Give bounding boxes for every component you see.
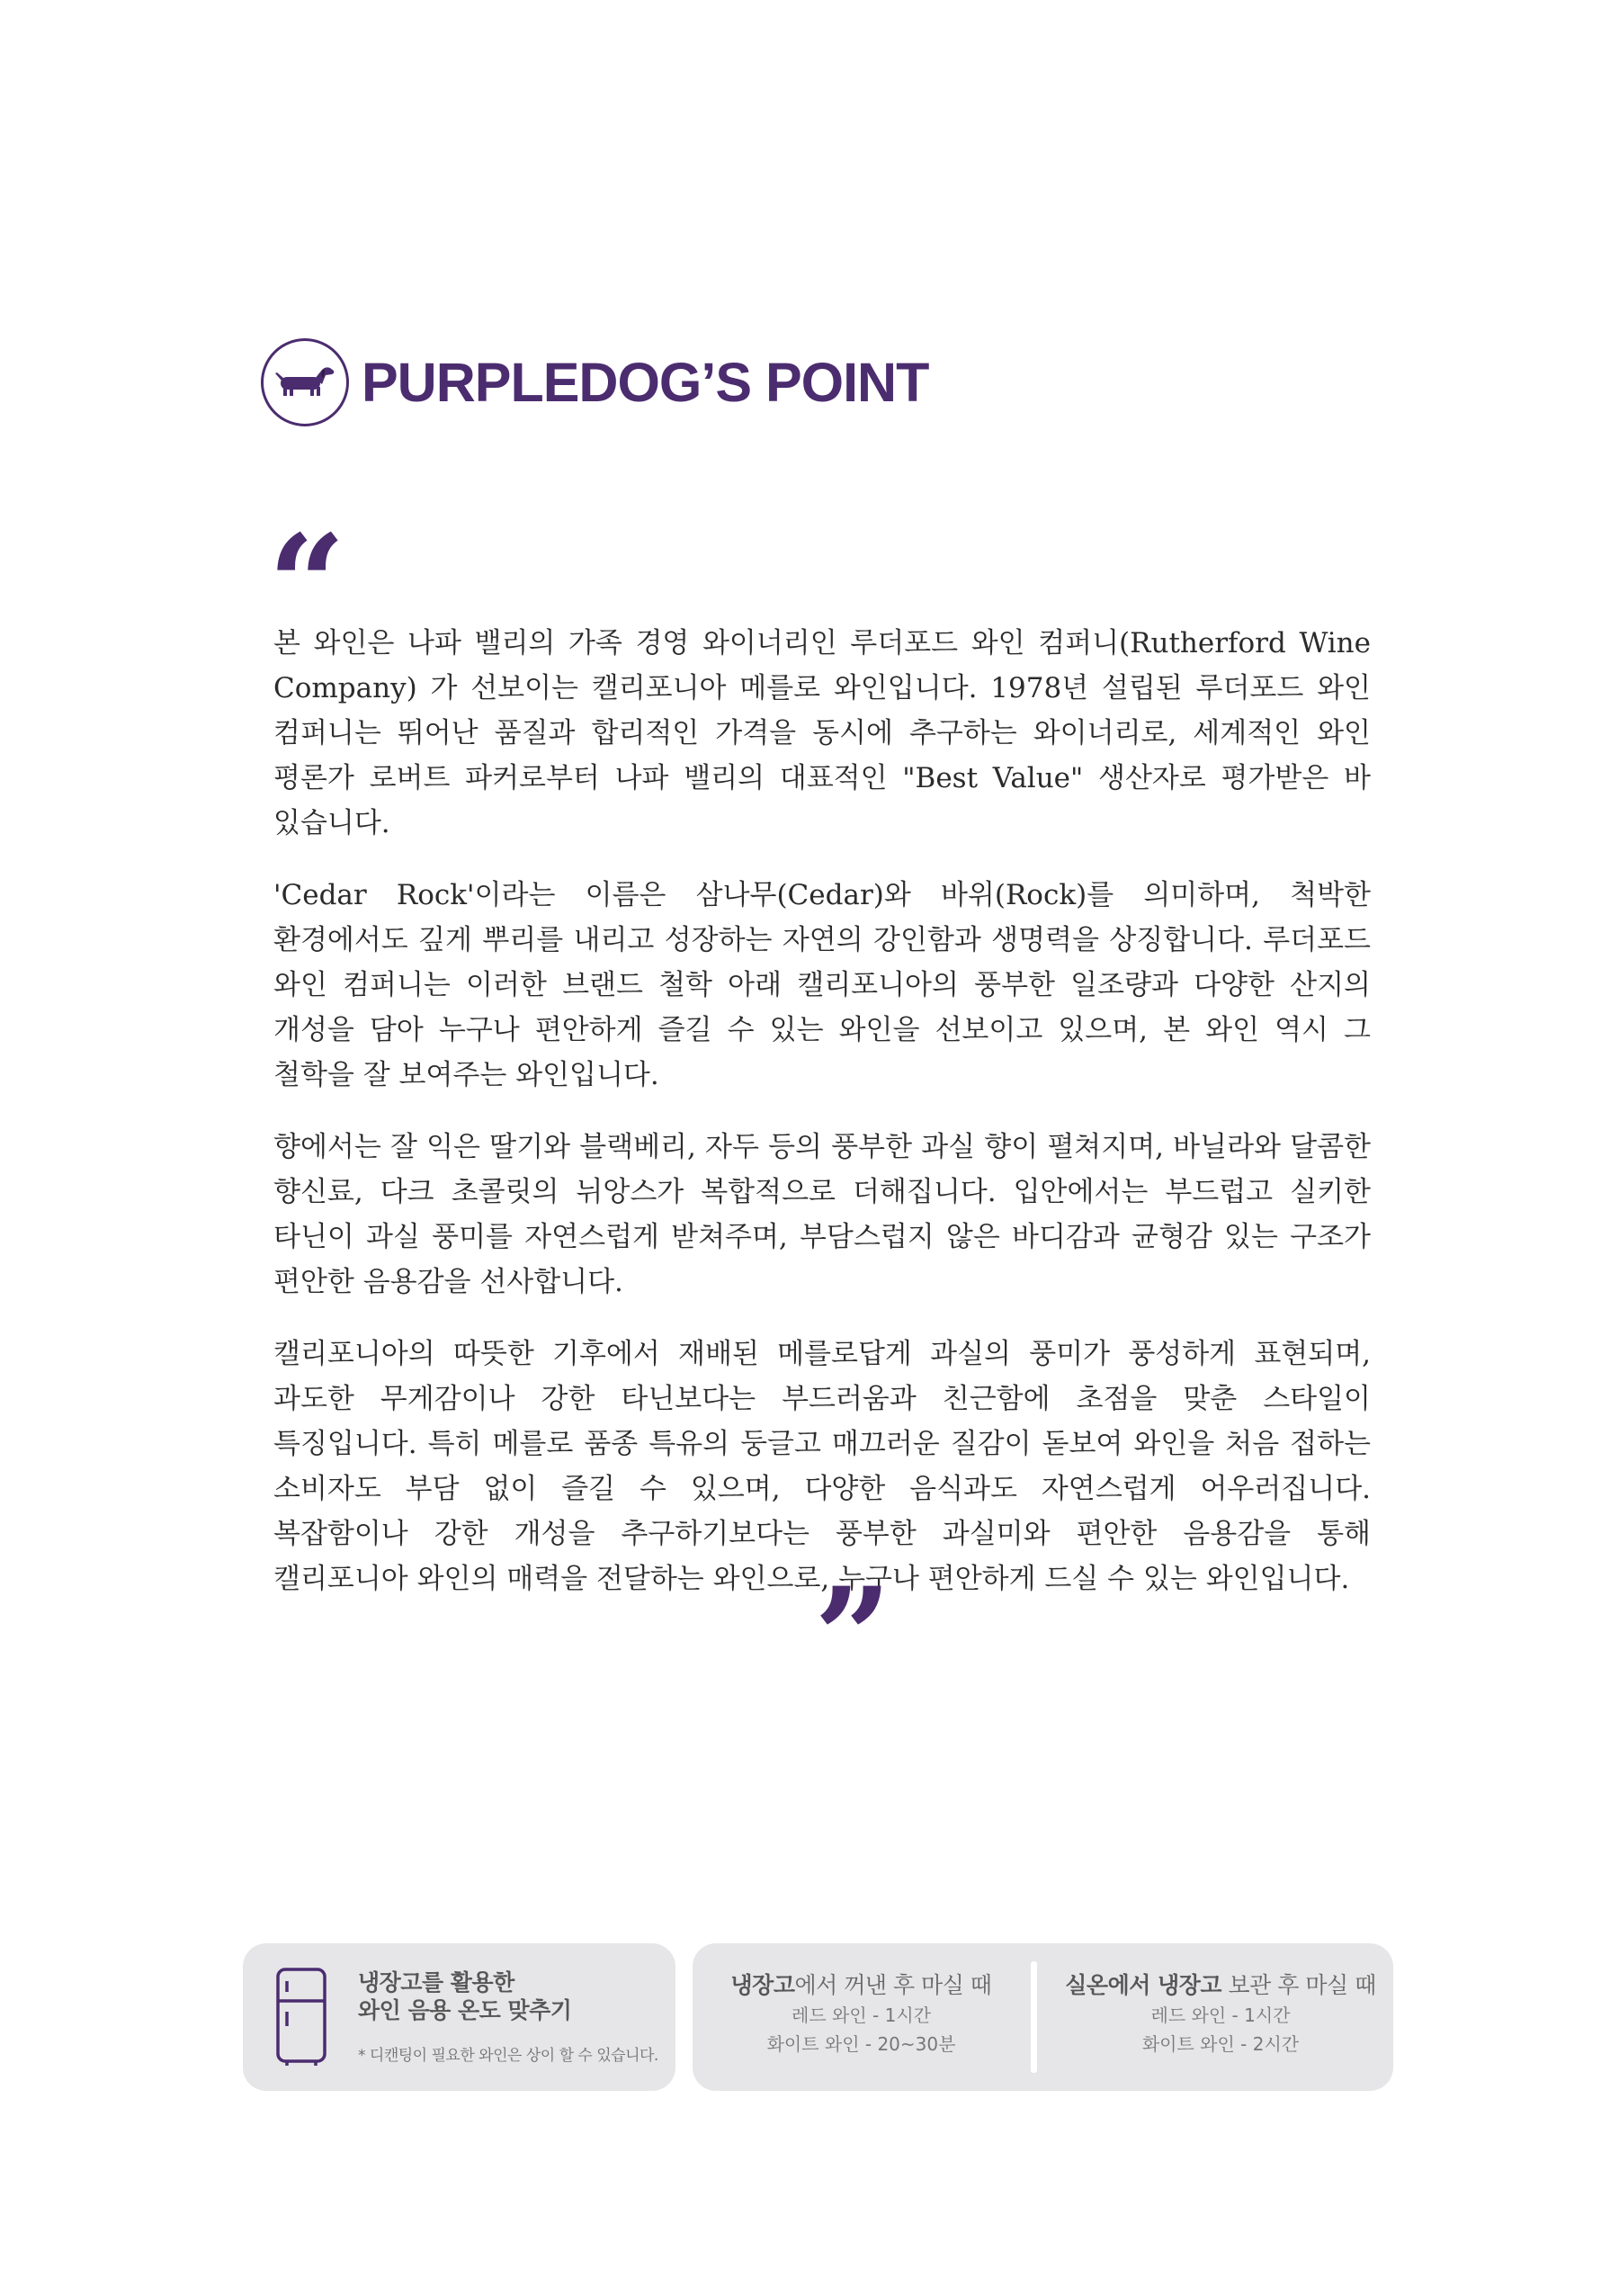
paragraph-winery: 본 와인은 나파 밸리의 가족 경영 와이너리인 루더포드 와인 컴퍼니(Rutherford Wine Company) 가 선보이는 캘리포니아 메를로 와인입니다. 1978년 설립된 루더포드 와인 컴퍼니는 뛰어난 품질과 합리적인 가격을 동시에 추구하는 와이너리로, 세계적인 와인 평론가 로버트 파커로부터 나파 밸리의 대표적인 "Best Value" 생산자로 평가받은 바 있습니다. [273, 627, 1371, 839]
close-quote-mark: ” [814, 1558, 892, 1717]
red-wine-time: 레드 와인 - 1시간 [792, 2005, 931, 2026]
open-quote-mark: “ [268, 506, 346, 664]
red-wine-time: 레드 와인 - 1시간 [1150, 2005, 1291, 2026]
serving-times-card [693, 1943, 1393, 2091]
option-title: 실온에서 냉장고 보관 후 마실 때 [1065, 1972, 1376, 1998]
brand-title: PURPLEDOG’S POINT [362, 352, 929, 413]
option-title: 냉장고에서 꺼낸 후 마실 때 [730, 1972, 992, 1998]
paragraph-brand-name: 'Cedar Rock'이라는 이름은 삼나무(Cedar)와 바위(Rock)를 의미하며, 척박한 환경에서도 깊게 뿌리를 내리고 성장하는 자연의 강인함과 생명력을 상징합니다. 루더포드 와인 컴퍼니는 이러한 브랜드 철학 아래 캘리포니아의 풍부한 일조량과 다양한 산지의 개성을 담아 누구나 편안하게 즐길 수 있는 와인을 선보이고 있으며, 본 와인 역시 그 철학을 잘 보여주는 와인입니다. [273, 879, 1371, 1091]
serving-option-room-to-fridge [1048, 1970, 1393, 2058]
decanting-note: * 디캔팅이 필요한 와인은 상이 할 수 있습니다. [358, 2047, 658, 2065]
serving-option-from-fridge [693, 1970, 1030, 2058]
column-divider [1031, 1961, 1037, 2073]
serving-guide-card [243, 1943, 675, 2091]
paragraph-style: 캘리포니아의 따뜻한 기후에서 재배된 메를로답게 과실의 풍미가 풍성하게 표현되며, 과도한 무게감이나 강한 타닌보다는 부드러움과 친근함에 초점을 맞춘 스타일이 특징입니다. 특히 메를로 품종 특유의 둥글고 매끄러운 질감이 돋보여 와인을 처음 접하는 소비자도 부담 없이 즐길 수 있으며, 다양한 음식과도 자연스럽게 어우러집니다. 복잡함이나 강한 개성을 추구하기보다는 풍부한 과실미와 편안한 음용감을 통해 캘리포니아 와인의 매력을 전달하는 와인으로, 누구나 편안하게 드실 수 있는 와인입니다. [273, 1338, 1371, 1595]
dachshund-logo-icon [261, 338, 349, 426]
white-wine-time: 화이트 와인 - 20~30분 [766, 2033, 956, 2055]
description-body [273, 621, 1371, 1628]
refrigerator-icon [274, 1967, 328, 2071]
white-wine-time: 화이트 와인 - 2시간 [1141, 2033, 1300, 2055]
dachshund-icon [273, 363, 336, 402]
paragraph-tasting: 향에서는 잘 익은 딸기와 블랙베리, 자두 등의 풍부한 과실 향이 펼쳐지며, 바닐라와 달콤한 향신료, 다크 초콜릿의 뉘앙스가 복합적으로 더해집니다. 입안에서는 부드럽고 실키한 타닌이 과실 풍미를 자연스럽게 받쳐주며, 부담스럽지 않은 바디감과 균형감 있는 구조가 편안한 음용감을 선사합니다. [273, 1131, 1371, 1298]
brand-header [261, 335, 928, 430]
serving-guide-title: 냉장고를 활용한 와인 음용 온도 맞추기 [358, 1969, 572, 2023]
